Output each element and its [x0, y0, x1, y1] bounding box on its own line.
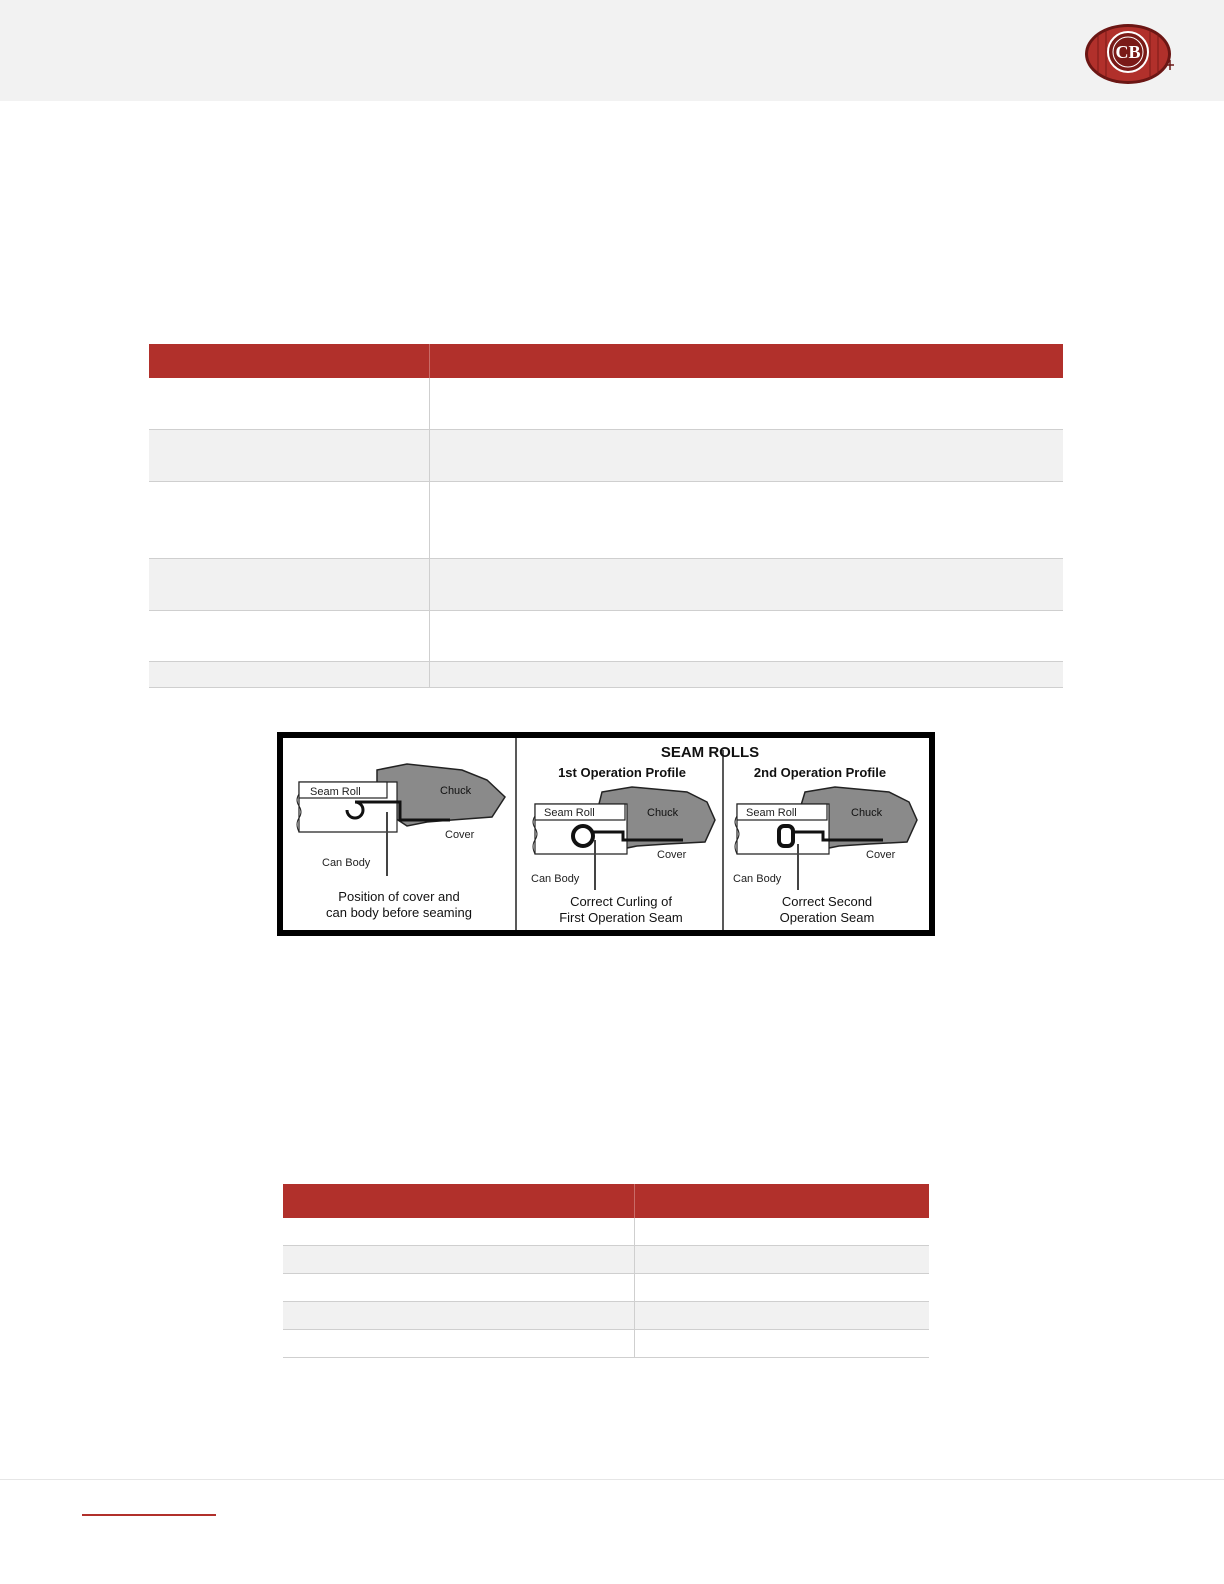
table-row	[149, 378, 1063, 430]
table-row	[149, 611, 1063, 662]
svg-text:Correct Second: Correct Second	[781, 894, 873, 909]
table-cell	[149, 430, 430, 481]
page-header-band	[0, 0, 1224, 101]
svg-text:Cover: Cover	[866, 849, 896, 861]
table-row	[149, 662, 1063, 688]
table-cell	[635, 1302, 929, 1329]
table-row	[149, 430, 1063, 482]
svg-text:First Operation Seam: First Operation Seam	[559, 910, 683, 925]
table-cell	[635, 1218, 929, 1245]
table-cell	[283, 1218, 635, 1245]
table-cell	[149, 559, 430, 610]
svg-text:Chuck: Chuck	[851, 807, 883, 819]
svg-text:1st Operation Profile: 1st Operation Profile	[558, 765, 686, 780]
svg-text:Correct Curling of: Correct Curling of	[570, 894, 672, 909]
svg-text:Chuck: Chuck	[647, 807, 679, 819]
svg-text:Seam Roll: Seam Roll	[746, 807, 797, 819]
table-row	[283, 1218, 929, 1246]
svg-text:CB: CB	[1115, 42, 1141, 62]
svg-text:2nd Operation Profile: 2nd Operation Profile	[753, 765, 887, 780]
table-cell	[149, 378, 430, 429]
table-cell	[149, 611, 430, 661]
table-header-cell	[635, 1184, 929, 1218]
table-row	[283, 1274, 929, 1302]
table-header	[283, 1184, 929, 1218]
svg-text:Operation Seam: Operation Seam	[779, 910, 875, 925]
svg-text:can body before seaming: can body before seaming	[326, 905, 472, 920]
table-cell	[430, 662, 1063, 687]
table-cell	[635, 1330, 929, 1357]
table-cell	[430, 482, 1063, 558]
table-cell	[149, 662, 430, 687]
table-cell	[430, 378, 1063, 429]
svg-text:Can Body: Can Body	[322, 857, 371, 869]
table-row	[149, 482, 1063, 559]
table-cell	[283, 1246, 635, 1273]
svg-text:Cover: Cover	[445, 829, 475, 841]
table-cell	[283, 1302, 635, 1329]
svg-text:Position of cover and: Position of cover and	[338, 889, 460, 904]
svg-text:Can Body: Can Body	[531, 873, 580, 885]
table-row	[283, 1246, 929, 1274]
svg-text:Can Body: Can Body	[733, 873, 782, 885]
table-cell	[635, 1246, 929, 1273]
table-cell	[430, 611, 1063, 661]
spec-table-secondary	[283, 1184, 929, 1358]
table-header-cell	[430, 344, 1063, 378]
table-cell	[149, 482, 430, 558]
table-header-cell	[283, 1184, 635, 1218]
table-header	[149, 344, 1063, 378]
svg-text:Cover: Cover	[657, 849, 687, 861]
table-row	[283, 1330, 929, 1358]
table-row	[283, 1302, 929, 1330]
figure-title: SEAM ROLLS	[660, 744, 760, 761]
table-header-cell	[149, 344, 430, 378]
table-cell	[430, 559, 1063, 610]
table-cell	[283, 1274, 635, 1301]
table-cell	[430, 430, 1063, 481]
svg-text:Chuck: Chuck	[440, 785, 472, 797]
table-row	[149, 559, 1063, 611]
svg-text:Seam Roll: Seam Roll	[544, 807, 595, 819]
footer-accent-rule	[82, 1514, 216, 1516]
seam-rolls-diagram	[277, 732, 935, 936]
footer-divider	[0, 1479, 1224, 1480]
table-cell	[635, 1274, 929, 1301]
svg-text:Seam Roll: Seam Roll	[310, 786, 361, 798]
spec-table-primary	[149, 344, 1063, 688]
table-cell	[283, 1330, 635, 1357]
barrel-logo-icon	[1084, 22, 1178, 86]
